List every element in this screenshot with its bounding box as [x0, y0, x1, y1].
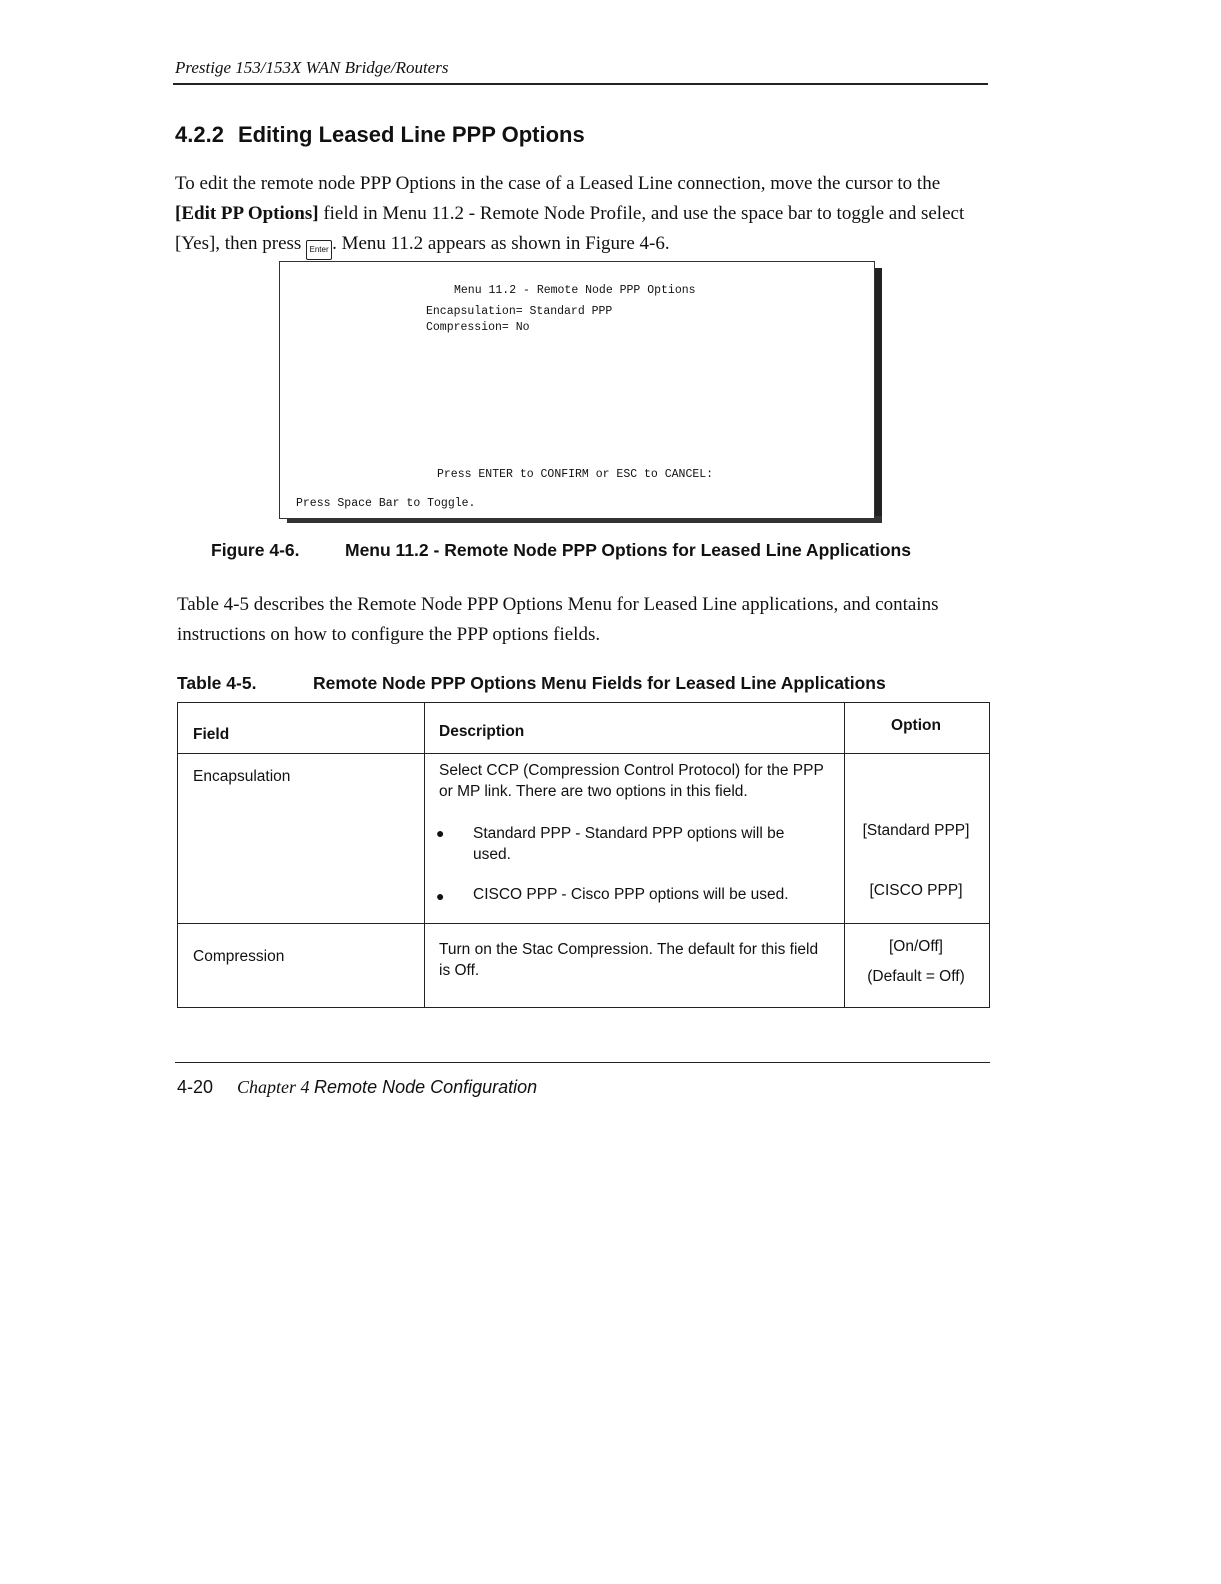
running-head: Prestige 153/153X WAN Bridge/Routers: [175, 58, 449, 77]
bullet-icon: ●: [436, 888, 445, 904]
bullet-cisco-ppp: CISCO PPP - Cisco PPP options will be used.: [473, 886, 789, 903]
section-number: 4.2.2: [175, 122, 224, 147]
table-label: Table 4-5.: [177, 673, 257, 693]
header-rule: [173, 83, 988, 85]
chapter-title: Remote Node Configuration: [314, 1077, 538, 1097]
column-divider: [424, 703, 425, 1007]
column-divider: [844, 703, 845, 1007]
enter-key-icon: Enter: [306, 240, 332, 260]
option-default-off: (Default = Off): [867, 968, 965, 985]
table-intro-paragraph: Table 4-5 describes the Remote Node PPP Options Menu for Leased Line applications, and contains instructions on how to configure the PPP options fields.: [177, 594, 939, 645]
fields-table: [177, 702, 990, 1008]
screen-compression-field[interactable]: Compression= No: [426, 321, 530, 334]
intro-text-2: field in Menu 11.2 - Remote Node Profile, and use the space bar to toggle and select [Yes], then press: [175, 203, 965, 254]
header-option: Option: [891, 717, 941, 734]
intro-paragraph: [175, 169, 980, 260]
screen-menu-title: Menu 11.2 - Remote Node PPP Options: [454, 284, 696, 297]
option-cisco-ppp: [CISCO PPP]: [869, 882, 963, 899]
row-divider: [178, 923, 989, 924]
header-description: Description: [439, 723, 525, 740]
footer-rule: [175, 1062, 990, 1063]
intro-bold-field: [Edit PP Options]: [175, 203, 319, 224]
screen-confirm-prompt: Press ENTER to CONFIRM or ESC to CANCEL:: [437, 468, 714, 481]
option-on-off: [On/Off]: [889, 938, 943, 955]
screen-encapsulation-field[interactable]: Encapsulation= Standard PPP: [426, 305, 613, 318]
screen-toggle-hint: Press Space Bar to Toggle.: [296, 497, 476, 510]
chapter-label: Chapter 4: [237, 1077, 310, 1097]
header-divider: [178, 753, 989, 754]
terminal-screen: [279, 261, 875, 519]
page-footer: [177, 1077, 537, 1098]
figure-caption: [211, 540, 911, 561]
figure-label: Figure 4-6.: [211, 540, 300, 560]
figure-caption-text: Menu 11.2 - Remote Node PPP Options for Leased Line Applications: [345, 540, 911, 560]
page-number: 4-20: [177, 1077, 214, 1097]
bullet-standard-ppp: Standard PPP - Standard PPP options will be used.: [473, 825, 785, 863]
header-field: Field: [193, 726, 230, 743]
section-heading: [175, 122, 585, 148]
row-compression-field: Compression: [193, 948, 285, 965]
option-standard-ppp: [Standard PPP]: [862, 822, 970, 839]
intro-text-3: . Menu 11.2 appears as shown in Figure 4-6.: [332, 233, 670, 254]
row-compression-description: Turn on the Stac Compression. The default for this field is Off.: [439, 941, 819, 979]
row-encapsulation-field: Encapsulation: [193, 768, 291, 785]
bullet-icon: ●: [436, 825, 445, 841]
intro-text-1: To edit the remote node PPP Options in the case of a Leased Line connection, move the cursor to the: [175, 173, 941, 194]
table-caption: [177, 673, 886, 694]
row-encapsulation-description: Select CCP (Compression Control Protocol) for the PPP or MP link. There are two options in this field.: [439, 762, 824, 800]
section-title: Editing Leased Line PPP Options: [237, 122, 585, 147]
table-caption-text: Remote Node PPP Options Menu Fields for Leased Line Applications: [313, 673, 886, 693]
